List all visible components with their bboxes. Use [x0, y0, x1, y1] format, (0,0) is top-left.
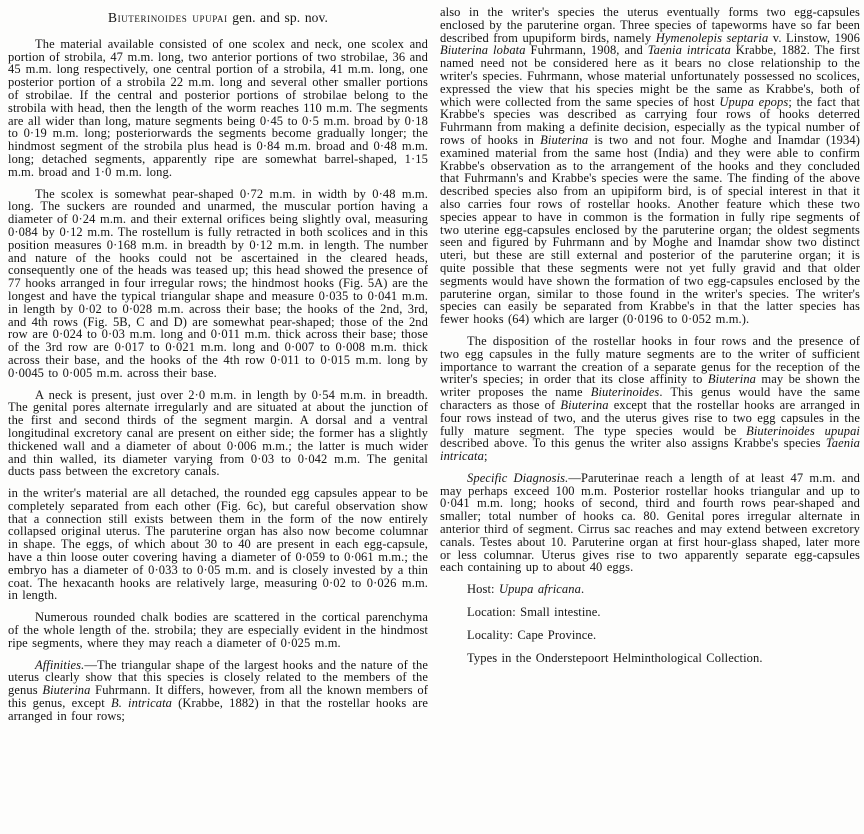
- text-run: —The triangular shape of the largest hooks and the nature of the uterus clearly show that this species is closely related to the members of the genus: [8, 657, 428, 698]
- text-run: .: [580, 582, 585, 597]
- italic-text: Biuterina: [42, 683, 91, 698]
- italic-text: Specific Diagnosis.: [467, 470, 569, 485]
- paragraph: [8, 389, 428, 479]
- left-column: [8, 6, 428, 732]
- smallcaps-text: Biuterinoides upupai: [108, 10, 228, 25]
- italic-text: Affinities.: [35, 657, 85, 672]
- italic-text: Biuterinoides: [590, 385, 660, 400]
- italic-text: Biuterinoides upupai: [746, 423, 860, 438]
- italic-text: B. intricata: [110, 696, 172, 711]
- paragraph: [440, 472, 860, 574]
- paragraph: [440, 652, 860, 665]
- left-column-text: [8, 38, 428, 723]
- text-run: Location: Small intestine.: [467, 605, 601, 620]
- section-title: [8, 12, 428, 25]
- text-run: —Paruterinae reach a length of at least 47 m.m. and may perhaps exceed 100 m.m. Posterior rostellar hooks triangular and up to 0·041 m.m. long; hooks of second, third and fourth rows pear-shaped and smaller; total number of hooks ca. 80. Genital pores irregular alternate in anterior third of segment. Cirrus sac reaches and may extend between excretory canals. Testes about 10. Paruterine organ at first hour-glass shaped, later more or less columnar. Uterus gives rise to two apparently separate egg-capsules each containing up to about 40 eggs.: [440, 470, 860, 575]
- paragraph: [8, 188, 428, 380]
- italic-text: Upupa africana: [498, 582, 581, 597]
- paragraph: [8, 611, 428, 649]
- text-run: The disposition of the rostellar hooks in four rows and the presence of two egg capsules in the fully mature segments are to the writer of sufficient importance to warrant the creation of a separate genus for the reception of the writer's species; in order that its close affinity to: [440, 333, 860, 387]
- text-run: may be shown the writer proposes the name: [440, 372, 861, 400]
- text-run: Fuhrmann. It differs, however, from all the known members of this genus, except: [8, 683, 428, 711]
- text-run: . This genus would have the same characters as those of: [440, 385, 860, 412]
- paragraph: [440, 335, 860, 463]
- text-run: Krabbe, 1882. The first named need not be considered here as it bears no close relationship to the writer's species. Fuhrmann, whose material unfortunately possessed no scolices, expressed the view that his species might be the same as Krabbe's, both of which were collected from the same species of host: [440, 43, 860, 109]
- paragraph: [440, 583, 860, 596]
- text-run: Host:: [467, 582, 499, 597]
- text-run: Numerous rounded chalk bodies are scattered in the cortical parenchyma of the whole length of the. strobila; they are especially evident in the hindmost ripe segments, where they may reach a diameter of 0·025 m.m.: [8, 610, 428, 650]
- text-run: except that the rostellar hooks are arranged in four rows instead of two, and the uterus gives rise to two egg capsules in the fully mature segment. The type species would be: [440, 397, 860, 438]
- italic-text: Taenia intricata: [440, 436, 860, 464]
- text-run: The material available consisted of one scolex and neck, one scolex and portion of strobila, 47 m.m. long, two anterior portions of two strobilae, 36 and 45 m.m. long respectively, one central portion of a strobila, 41 m.m. long, one posterior portion of a strobila 22 m.m. long and several other smaller portions of strobilae. If the central and posterior portions of strobilae belong to the strobila with head, then the length of the worm reaches 110 m.m. The segments are all wider than long, mature segments being 0·45 to 0·5 m.m. broad by 0·18 to 0·19 m.m. long; posteriorwards the segments become gradually longer; the hindmost segment of the strobila plus head is 0·84 m.m. broad and 0·48 m.m. long; detached segments, apparently ripe are somewhat barrel-shaped, 1·15 m.m. broad and 1·0 m.m. long.: [8, 36, 428, 179]
- paragraph: [8, 38, 428, 179]
- text-run: (Krabbe, 1882) in that the rostellar hooks are arranged in four rows;: [8, 696, 428, 723]
- paragraph: [440, 606, 860, 619]
- paragraph: [440, 629, 860, 642]
- text-run: A neck is present, just over 2·0 m.m. in length by 0·54 m.m. in breadth. The genital pores alternate irregularly and are situated at about the junction of the first and second thirds of the segment margin. A dorsal and a ventral longitudinal excretory canal are present on either side; the former has a slightly thickened wall and a diameter of about 0·006 m.m.; the latter is much wider and thin walled, its diameter varying from 0·03 to 0·042 m.m. The genital ducts pass between the excretory canals.: [8, 387, 428, 479]
- italic-text: Biuterina lobata: [440, 43, 526, 58]
- two-column-layout: [8, 6, 860, 732]
- paragraph: [440, 6, 860, 326]
- text-run: in the writer's material are all detached, the rounded egg capsules appear to be completely separated from each other (Fig. 6c), but careful observation show that a connection still exists between them in the form of the now entirely collapsed original uterus. The paruterine organ has also now become columnar in shape. The eggs, of which about 30 to 40 are present in each egg-capsule, have a thin loose outer covering having a diameter of 0·059 to 0·061 m.m.; the embryo has a diameter of 0·033 to 0·05 m.m. and is closely invested by a thin coat. The hexacanth hooks are relatively large, measuring 0·02 to 0·026 m.m. in length.: [8, 486, 428, 603]
- text-run: v. Linstow, 1906: [768, 30, 861, 45]
- paragraph: [8, 659, 428, 723]
- italic-text: Hymenolepis septaria: [655, 30, 769, 45]
- text-run: gen. and sp. nov.: [227, 10, 328, 25]
- text-run: ;: [483, 449, 488, 464]
- italic-text: Biuterina: [707, 372, 757, 387]
- right-column: [440, 6, 860, 732]
- italic-text: Biuterina: [540, 132, 589, 147]
- text-run: also in the writer's species the uterus eventually forms two egg-capsules enclosed by the paruterine organ. Three species of tapeworms have so far been described from upupiform birds, namely: [440, 5, 860, 45]
- paragraph: [8, 487, 428, 602]
- italic-text: Taenia intricata: [647, 43, 731, 58]
- text-run: Locality: Cape Province.: [467, 627, 597, 642]
- italic-text: Upupa epops: [719, 94, 789, 109]
- text-run: Fuhrmann, 1908, and: [525, 43, 648, 58]
- text-run: ; the fact that Krabbe's species was described as carrying four rows of hooks deterred Fuhrmann from making a definite decision, especially as the typical number of rows of hooks in: [440, 94, 860, 147]
- italic-text: Biuterina: [560, 397, 609, 412]
- text-run: The scolex is somewhat pear-shaped 0·72 m.m. in width by 0·48 m.m. long. The suckers are rounded and unarmed, the muscular portion having a diameter of 0·24 m.m. and their external orifices being slightly oval, measuring 0·084 by 0·12 m.m. The rostellum is fully retracted in both scolices and in this position measures 0·168 m.m. in breadth by 0·12 m.m. in length. The number and nature of the hooks could not be ascertained in the cleared heads, consequently one of the heads was teased up; this head showed the presence of 77 hooks arranged in four irregular rows; the hindmost hooks (Fig. 5A) are the longest and have the typical triangular shape and measure 0·035 to 0·041 m.m. in length by 0·02 to 0·028 m.m. across their base; the hooks of the 2nd, 3rd, and 4th rows (Fig. 5B, C and D) are somewhat pear-shaped; those of the 2nd row are 0·024 to 0·03 m.m. long and 0·011 m.m. thick across their base; those of the 3rd row are 0·017 to 0·021 m.m. long and 0·007 to 0·008 m.m. thick across their base, and the hooks of the 4th row 0·011 to 0·015 m.m. long by 0·0045 to 0·005 m.m. across their base.: [8, 186, 428, 380]
- text-run: described above. To this genus the writer also assigns Krabbe's species: [440, 436, 826, 451]
- text-run: is two and not four. Moghe and Inamdar (1934) examined material from the same host (India) and they were able to confirm Krabbe's observation as to the arrangement of the hooks and they concluded that Fuhrmann's and Krabbe's species were the same. The finding of the above described species also from an upipiform bird, is of special interest in that it also carries four rows of rostellar hooks. Another feature which these two species appear to have in common is the formation in fully ripe segments of two uterine egg-capsules enclosed by the paruterine organ; the oldest segments seen and figured by Fuhrmann and by Moghe and Inamdar show two distinct uteri, but these are still external and posterior of the paruterine organ; it is quite possible that these segments were not yet fully gravid and that older segments would have shown the formation of two egg-capsules enclosed by the paruterine organ, similar to those found in the writer's species. The writer's species can easily be separated from Krabbe's in that the latter species has fewer hooks (64) which are larger (0·0196 to 0·052 m.m.).: [440, 132, 860, 327]
- right-column-text: [440, 6, 860, 664]
- text-run: Types in the Onderstepoort Helminthological Collection.: [467, 650, 763, 665]
